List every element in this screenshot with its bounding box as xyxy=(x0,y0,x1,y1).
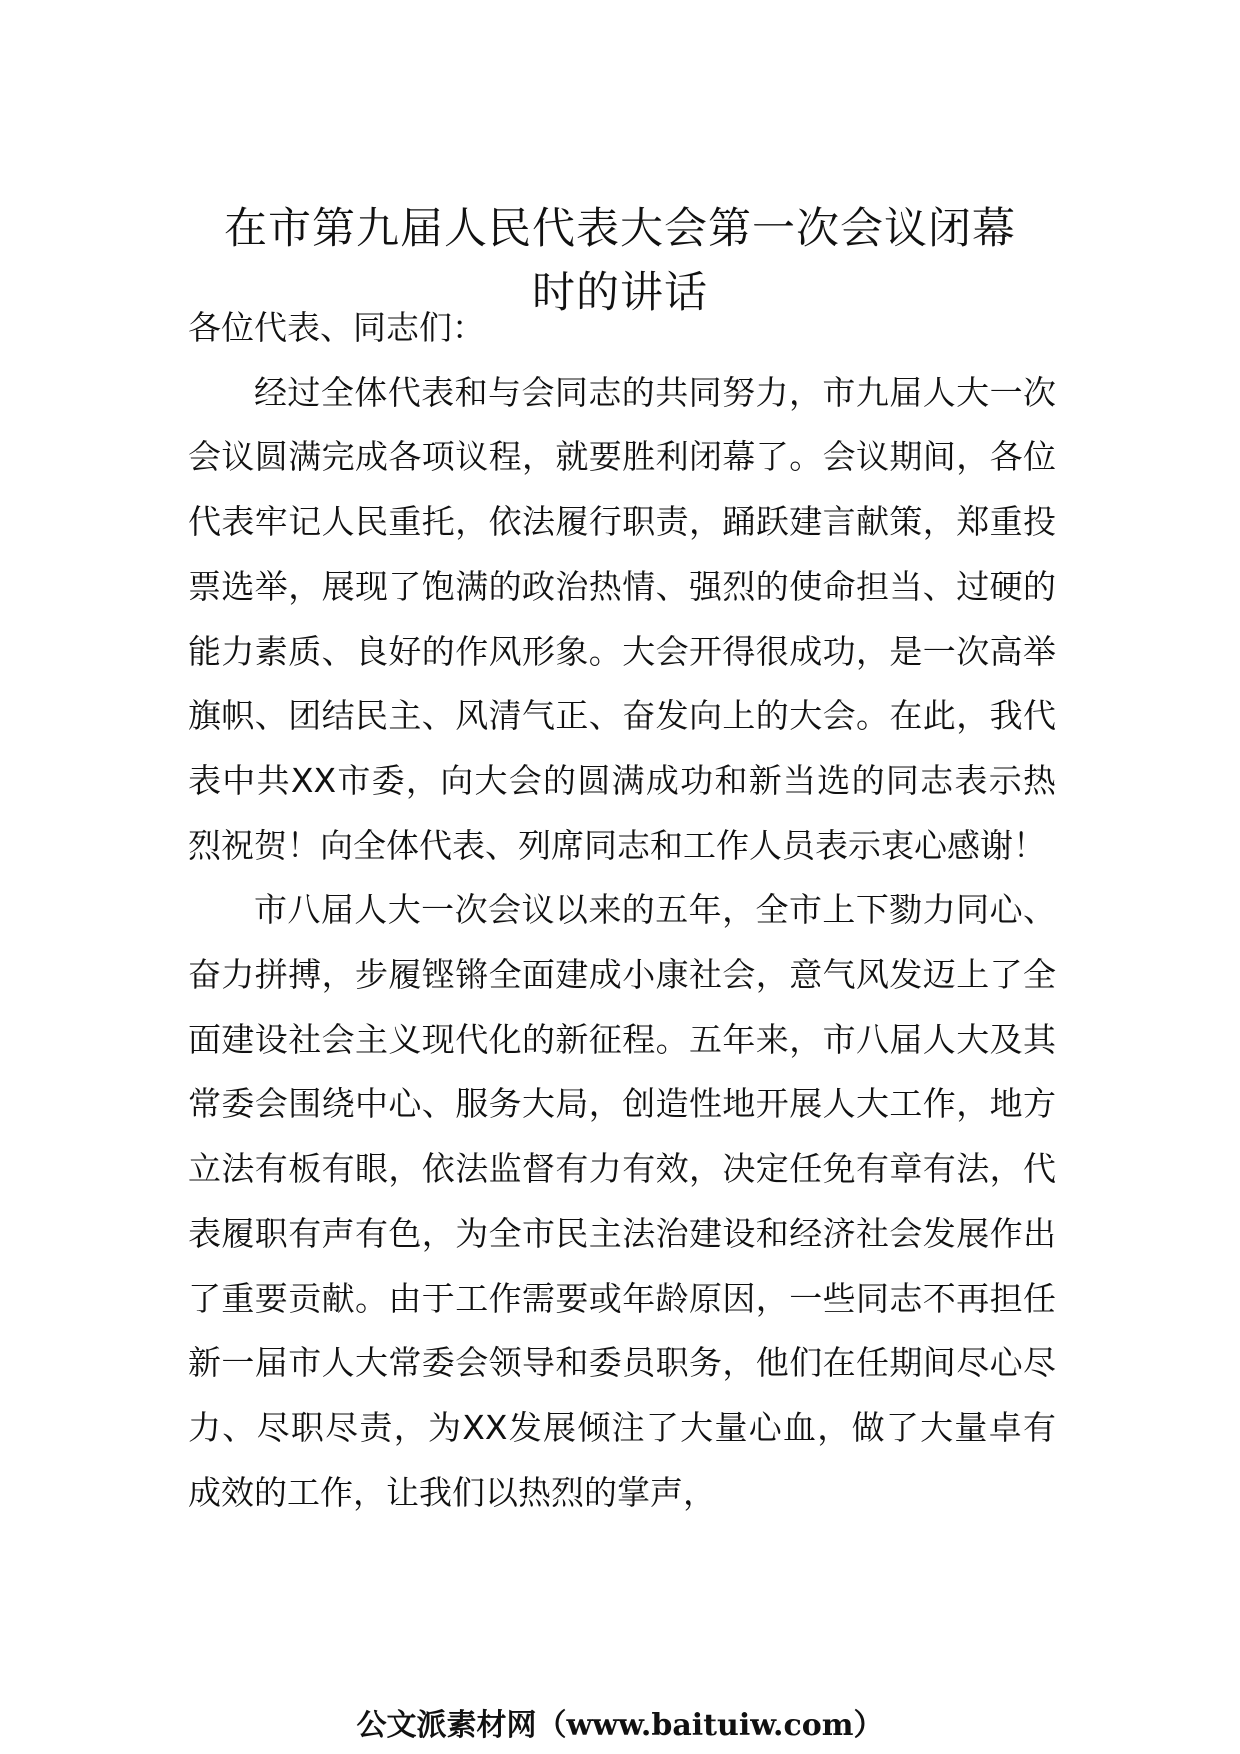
salutation: 各位代表、同志们： xyxy=(188,308,485,347)
document-body xyxy=(188,296,1056,1525)
title-line-1: 在市第九届人民代表大会第一次会议闭幕 xyxy=(224,203,1016,254)
paragraph-1: 经过全体代表和与会同志的共同努力，市九届人大一次会议圆满完成各项议程，就要胜利闭幕了。会议期间，各位代表牢记人民重托，依法履行职责，踊跃建言献策，郑重投票选举，展现了饱满的政治热情、强烈的使命担当、过硬的能力素质、良好的作风形象。大会开得很成功，是一次高举旗帜、团结民主、风清气正、奋发向上的大会。在此，我代表中共XX市委，向大会的圆满成功和新当选的同志表示热烈祝贺！向全体代表、列席同志和工作人员表示衷心感谢！ xyxy=(188,372,1056,865)
title-line-2: 时的讲话 xyxy=(532,267,708,318)
footer-watermark: 公文派素材网（www.baituiw.com） xyxy=(356,1708,884,1743)
paragraph-2: 市八届人大一次会议以来的五年，全市上下勠力同心、奋力拼搏，步履铿锵全面建成小康社会，意气风发迈上了全面建设社会主义现代化的新征程。五年来，市八届人大及其常委会围绕中心、服务大局，创造性地开展人大工作，地方立法有板有眼，依法监督有力有效，决定任免有章有法，代表履职有声有色，为全市民主法治建设和经济社会发展作出了重要贡献。由于工作需要或年龄原因，一些同志不再担任新一届市人大常委会领导和委员职务，他们在任期间尽心尽力、尽职尽责，为XX发展倾注了大量心血，做了大量卓有成效的工作，让我们以热烈的掌声， xyxy=(188,890,1056,1512)
